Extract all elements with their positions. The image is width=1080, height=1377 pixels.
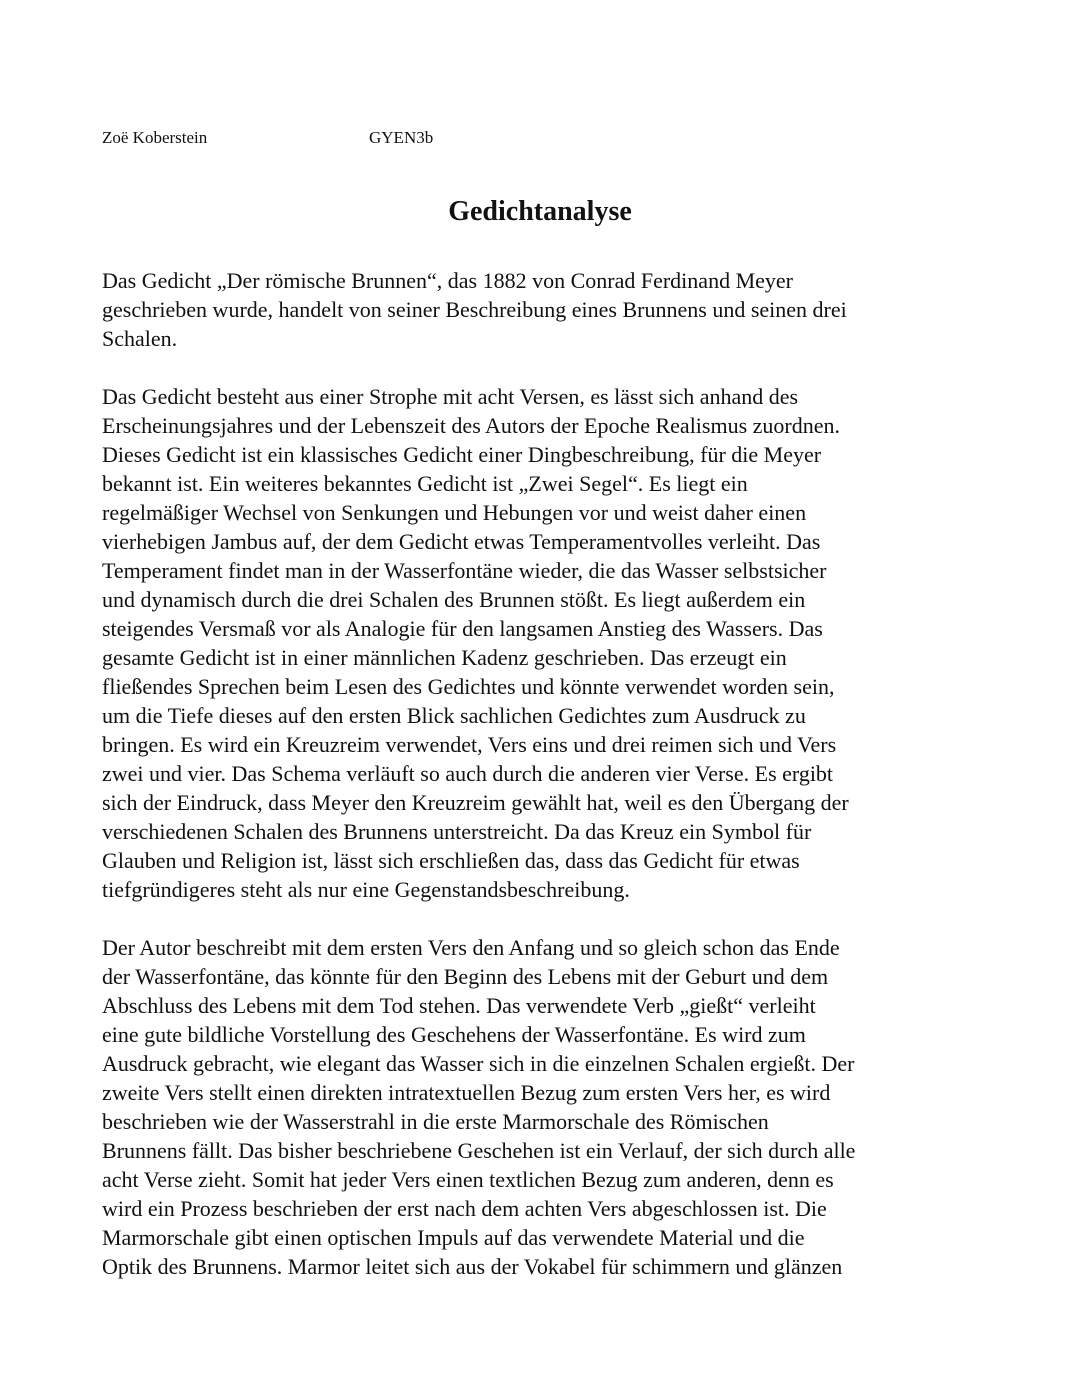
text-line: Der Autor beschreibt mit dem ersten Vers den Anfang und so gleich schon das Ende	[102, 935, 840, 960]
text-line: beschrieben wie der Wasserstrahl in die erste Marmorschale des Römischen	[102, 1109, 769, 1134]
text-line: zweite Vers stellt einen direkten intratextuellen Bezug zum ersten Vers her, es wird	[102, 1080, 831, 1105]
paragraph	[102, 933, 987, 1281]
text-line: tiefgründigeres steht als nur eine Gegenstandsbeschreibung.	[102, 877, 630, 902]
text-line: fließendes Sprechen beim Lesen des Gedichtes und könnte verwendet worden sein,	[102, 674, 835, 699]
text-line: verschiedenen Schalen des Brunnens unterstreicht. Da das Kreuz ein Symbol für	[102, 819, 812, 844]
paragraph	[102, 266, 987, 353]
text-line: Abschluss des Lebens mit dem Tod stehen. Das verwendete Verb „gießt“ verleiht	[102, 993, 816, 1018]
text-line: Erscheinungsjahres und der Lebenszeit des Autors der Epoche Realismus zuordnen.	[102, 413, 841, 438]
text-line: Marmorschale gibt einen optischen Impuls auf das verwendete Material und die	[102, 1225, 805, 1250]
author-name: Zoë Koberstein	[102, 128, 208, 147]
text-line: zwei und vier. Das Schema verläuft so auch durch die anderen vier Verse. Es ergibt	[102, 761, 834, 786]
text-line: Temperament findet man in der Wasserfontäne wieder, die das Wasser selbstsicher	[102, 558, 827, 583]
text-line: und dynamisch durch die drei Schalen des Brunnen stößt. Es liegt außerdem ein	[102, 587, 806, 612]
text-line: der Wasserfontäne, das könnte für den Beginn des Lebens mit der Geburt und dem	[102, 964, 829, 989]
text-line: Ausdruck gebracht, wie elegant das Wasser sich in die einzelnen Schalen ergießt. Der	[102, 1051, 855, 1076]
text-line: Brunnens fällt. Das bisher beschriebene Geschehen ist ein Verlauf, der sich durch alle	[102, 1138, 856, 1163]
paragraph	[102, 382, 987, 904]
text-line: gesamte Gedicht ist in einer männlichen Kadenz geschrieben. Das erzeugt ein	[102, 645, 787, 670]
text-line: Das Gedicht „Der römische Brunnen“, das 1882 von Conrad Ferdinand Meyer	[102, 268, 793, 293]
text-line: wird ein Prozess beschrieben der erst nach dem achten Vers abgeschlossen ist. Die	[102, 1196, 827, 1221]
text-line: vierhebigen Jambus auf, der dem Gedicht etwas Temperamentvolles verleiht. Das	[102, 529, 821, 554]
text-line: Schalen.	[102, 326, 178, 351]
document-title: Gedichtanalyse	[448, 196, 632, 227]
text-line: Glauben und Religion ist, lässt sich erschließen das, dass das Gedicht für etwas	[102, 848, 800, 873]
class-name: GYEN3b	[369, 128, 434, 147]
text-line: regelmäßiger Wechsel von Senkungen und Hebungen vor und weist daher einen	[102, 500, 807, 525]
text-line: bekannt ist. Ein weiteres bekanntes Gedicht ist „Zwei Segel“. Es liegt ein	[102, 471, 748, 496]
text-line: acht Verse zieht. Somit hat jeder Vers einen textlichen Bezug zum anderen, denn es	[102, 1167, 834, 1192]
text-line: eine gute bildliche Vorstellung des Geschehens der Wasserfontäne. Es wird zum	[102, 1022, 806, 1047]
text-line: um die Tiefe dieses auf den ersten Blick sachlichen Gedichtes zum Ausdruck zu	[102, 703, 806, 728]
text-line: Das Gedicht besteht aus einer Strophe mit acht Versen, es lässt sich anhand des	[102, 384, 799, 409]
text-line: Optik des Brunnens. Marmor leitet sich aus der Vokabel für schimmern und glänzen	[102, 1254, 843, 1279]
text-line: steigendes Versmaß vor als Analogie für den langsamen Anstieg des Wassers. Das	[102, 616, 823, 641]
document-body	[102, 266, 987, 1310]
text-line: sich der Eindruck, dass Meyer den Kreuzreim gewählt hat, weil es den Übergang der	[102, 790, 849, 815]
text-line: geschrieben wurde, handelt von seiner Beschreibung eines Brunnens und seinen drei	[102, 297, 847, 322]
text-line: Dieses Gedicht ist ein klassisches Gedicht einer Dingbeschreibung, für die Meyer	[102, 442, 822, 467]
text-line: bringen. Es wird ein Kreuzreim verwendet, Vers eins und drei reimen sich und Vers	[102, 732, 837, 757]
